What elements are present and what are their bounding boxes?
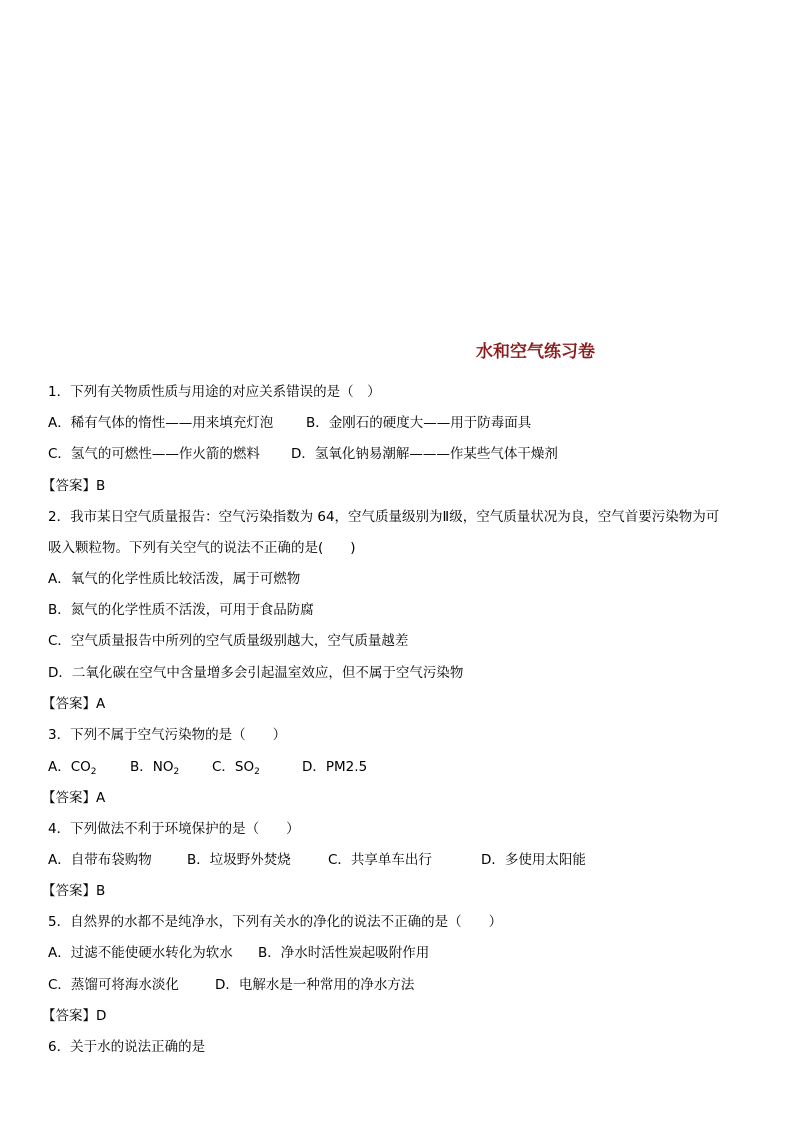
question-4-options bbox=[48, 851, 586, 869]
question-3-answer: 【答案】A bbox=[42, 790, 106, 806]
question-5-options-row-2 bbox=[48, 976, 414, 994]
question-1-options-row-2 bbox=[48, 445, 558, 463]
option-c: C．共享单车出行 bbox=[328, 852, 432, 868]
option-b: B．净水时活性炭起吸附作用 bbox=[258, 945, 430, 961]
question-2-option-c: C．空气质量报告中所列的空气质量级别越大，空气质量越差 bbox=[48, 633, 409, 649]
question-5-options-row-1 bbox=[48, 944, 429, 962]
question-2-answer: 【答案】A bbox=[42, 696, 106, 712]
question-2-stem-continued: 吸入颗粒物。下列有关空气的说法不正确的是( ) bbox=[48, 540, 356, 556]
question-3-stem: 3．下列不属于空气污染物的是（ ） bbox=[48, 727, 287, 743]
option-c: C．$SO_2$ bbox=[212, 759, 260, 777]
option-a: A．$CO_2$ bbox=[48, 759, 97, 777]
option-b: B．垃圾野外焚烧 bbox=[187, 852, 291, 868]
question-6-stem: 6．关于水的说法正确的是 bbox=[48, 1039, 206, 1055]
option-a: A．过滤不能使硬水转化为软水 bbox=[48, 945, 233, 961]
question-5-answer: 【答案】D bbox=[42, 1008, 107, 1024]
question-5-stem: 5．自然界的水都不是纯净水，下列有关水的净化的说法不正确的是（ ） bbox=[48, 914, 503, 930]
option-a: A．稀有气体的惰性——用来填充灯泡 bbox=[48, 415, 274, 431]
question-4-stem: 4．下列做法不利于环境保护的是（ ） bbox=[48, 821, 300, 837]
question-2-option-a: A．氧气的化学性质比较活泼，属于可燃物 bbox=[48, 571, 301, 587]
option-c: C．蒸馏可将海水淡化 bbox=[48, 977, 179, 993]
question-2-option-d: D．二氧化碳在空气中含量增多会引起温室效应，但不属于空气污染物 bbox=[48, 665, 464, 681]
question-1-answer: 【答案】B bbox=[42, 478, 106, 494]
option-d: D．多使用太阳能 bbox=[481, 852, 586, 868]
question-1-stem: 1．下列有关物质性质与用途的对应关系错误的是（ ） bbox=[48, 384, 381, 400]
question-4-answer: 【答案】B bbox=[42, 883, 106, 899]
question-1-options-row-1 bbox=[48, 414, 531, 432]
question-2-option-b: B．氮气的化学性质不活泼，可用于食品防腐 bbox=[48, 602, 314, 618]
option-b: B．金刚石的硬度大——用于防毒面具 bbox=[306, 415, 532, 431]
option-d: D．电解水是一种常用的净水方法 bbox=[215, 977, 415, 993]
option-c: C．氢气的可燃性——作火箭的燃料 bbox=[48, 446, 260, 462]
option-b: B．$NO_2$ bbox=[130, 759, 180, 777]
option-d: D．氢氧化钠易潮解———作某些气体干燥剂 bbox=[291, 446, 558, 462]
option-a: A．自带布袋购物 bbox=[48, 852, 152, 868]
option-d: D．PM2.5 bbox=[302, 759, 368, 775]
question-2-stem: 2．我市某日空气质量报告：空气污染指数为 64，空气质量级别为Ⅱ级，空气质量状况为良，空气首要污染物为可 bbox=[48, 509, 720, 525]
page-title: 水和空气练习卷 bbox=[476, 342, 595, 362]
question-3-options bbox=[48, 758, 367, 781]
